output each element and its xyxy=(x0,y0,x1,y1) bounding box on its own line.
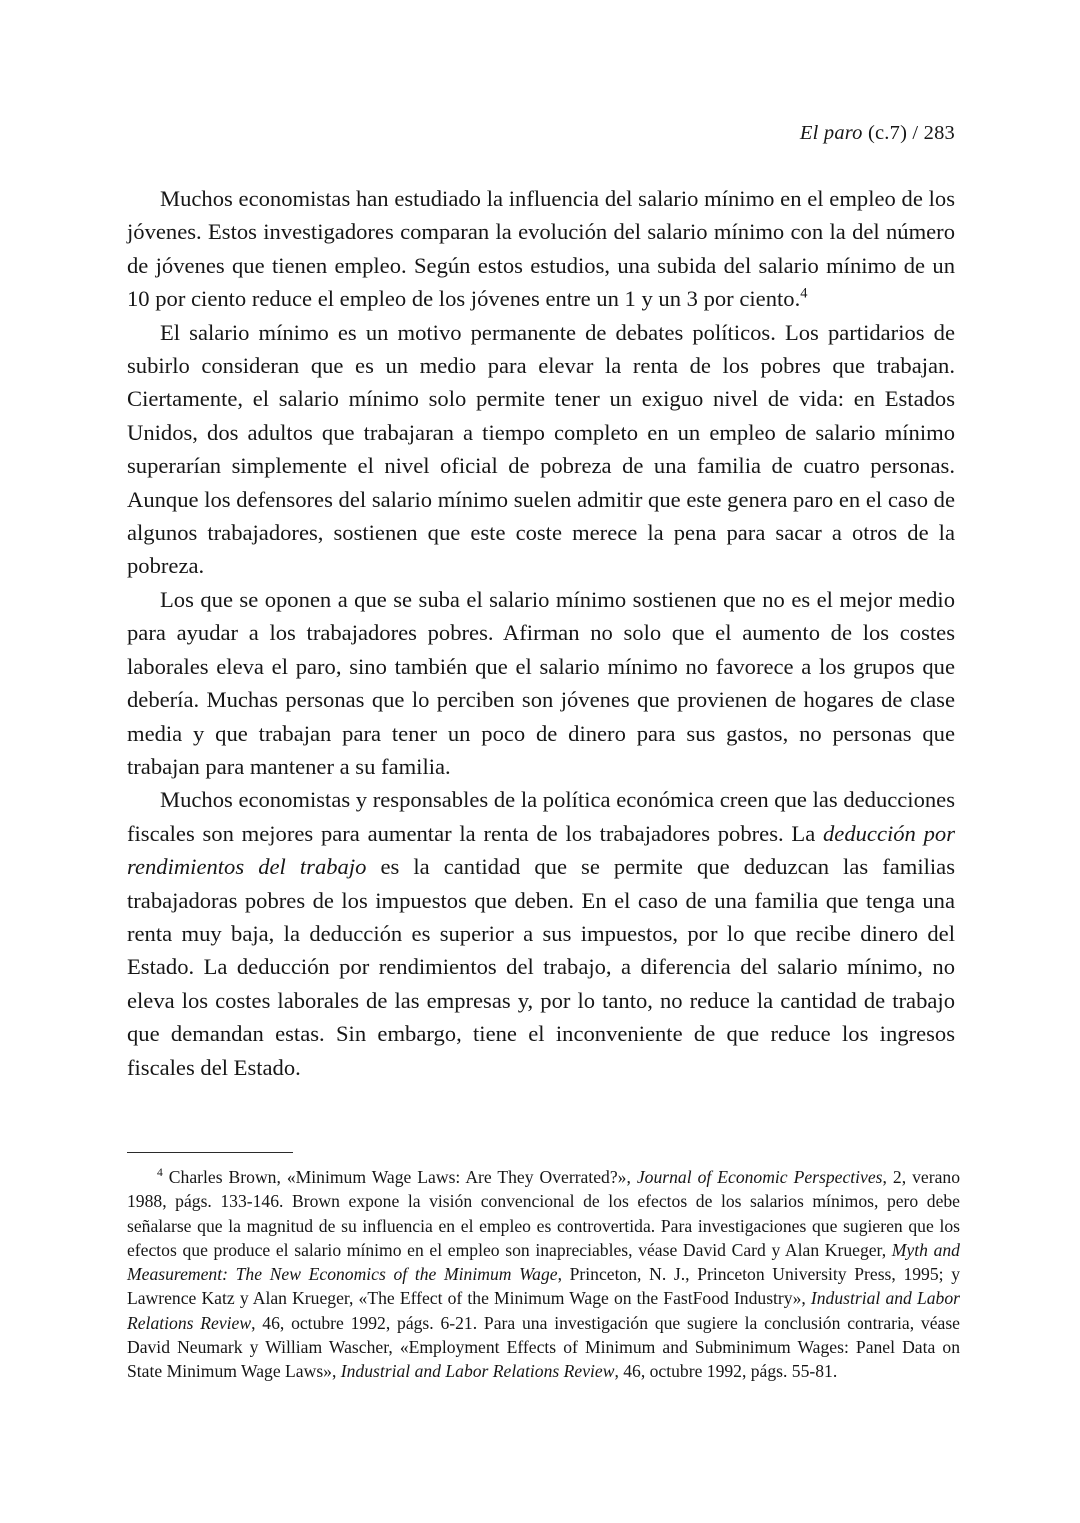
body-text-column xyxy=(127,182,955,1084)
paragraph-2 xyxy=(127,316,955,583)
paragraph-1-text: Muchos economistas han estudiado la influencia del salario mínimo en el empleo de los jóvenes. Estos investigadores comparan la evolución del salario mínimo con la del número de jóvenes que tienen empleo. Según estos estudios, una subida del salario mínimo de un 10 por ciento reduce el empleo de los jóvenes entre un 1 y un 3 por ciento. xyxy=(127,186,955,312)
paragraph-3-text: Los que se oponen a que se suba el salario mínimo sostienen que no es el mejor medio para ayudar a los trabajadores pobres. Afirman no solo que el aumento de los costes laborales eleva el paro, sino también que el salario mínimo no favorece a los grupos que debería. Muchas personas que lo perciben son jóvenes que provienen de hogares de clase media y que trabajan para tener un poco de dinero para sus gastos, no personas que trabajan para mantener a su familia. xyxy=(127,586,955,779)
running-head-separator: / xyxy=(907,122,924,144)
footnote-text-part-5: , 46, octubre 1992, págs. 55-81. xyxy=(614,1361,838,1382)
footnote-separator-rule xyxy=(127,1152,293,1153)
footnote-reference-4[interactable]: 4 xyxy=(800,285,808,302)
page-number: 283 xyxy=(923,122,955,144)
footnote-area xyxy=(127,1152,960,1384)
footnote-text-part-3: , Princeton, N. J., Princeton University Press, 1995; y Lawrence Katz y Alan Krueger, «The Effect of the Minimum Wage on the FastFood Industry», xyxy=(127,1264,960,1309)
paragraph-4 xyxy=(127,783,955,1084)
footnote-journal-title-2: Industrial and Labor Relations Review xyxy=(127,1288,960,1333)
running-head-title: El paro xyxy=(799,122,863,144)
footnote-4 xyxy=(127,1165,960,1384)
footnote-text-part-1: Charles Brown, «Minimum Wage Laws: Are They Overrated?», xyxy=(162,1167,637,1187)
paragraph-2-text: El salario mínimo es un motivo permanente de debates políticos. Los partidarios de subirlo consideran que es un medio para elevar la renta de los pobres que trabajan. Ciertamente, el salario mínimo solo permite tener un exiguo nivel de vida: en Estados Unidos, dos adultos que trabajaran a tiempo completo en un empleo de salario mínimo superarían simplemente el nivel oficial de pobreza de una familia de cuatro personas. Aunque los defensores del salario mínimo suelen admitir que este genera paro en el caso de algunos trabajadores, sostienen que este coste merece la pena para sacar a otros de la pobreza. xyxy=(127,319,955,579)
emphasized-term-deduccion: deducción por rendimientos del trabajo xyxy=(127,820,955,880)
paragraph-4-text-part-1: Muchos economistas y responsables de la política económica creen que las deducciones fiscales son mejores para aumentar la renta de los trabajadores pobres. La xyxy=(127,787,955,846)
paragraph-4-text-part-2: es la cantidad que se permite que deduzcan las familias trabajadoras pobres de los impuestos que deben. En el caso de una familia que tenga una renta muy baja, la deducción es superior a sus impuestos, por lo que recibe dinero del Estado. La deducción por rendimientos del trabajo, a diferencia del salario mínimo, no eleva los costes laborales de las empresas y, por lo tanto, no reduce la cantidad de trabajo que demandan estas. Sin embargo, tiene el inconveniente de que reduce los ingresos fiscales del Estado. xyxy=(127,854,956,1080)
paragraph-1 xyxy=(127,182,955,316)
footnote-text-part-4: , 46, octubre 1992, págs. 6-21. Para una investigación que sugiere la conclusión contraria, véase David Neumark y William Wascher, «Employment Effects of Minimum and Subminimum Wages: Panel Data on State Minimum Wage Laws», xyxy=(127,1312,960,1382)
paragraph-3 xyxy=(127,583,955,783)
running-head xyxy=(127,122,955,145)
footnote-book-title: Myth and Measurement: The New Economics of the Minimum Wage xyxy=(127,1239,960,1285)
footnote-journal-title-1: Journal of Economic Perspectives xyxy=(636,1167,883,1187)
running-head-chapter-ref: (c.7) xyxy=(862,122,908,144)
footnote-text-part-2: , 2, verano 1988, págs. 133-146. Brown expone la visión convencional de los efectos de los salarios mínimos, pero debe señalarse que la magnitud de su influencia en el empleo es controvertida. Para investigaciones que sugieren que los efectos que produce el salario mínimo en el empleo son inapreciables, véase David Card y Alan Krueger, xyxy=(127,1167,960,1260)
footnote-number: 4 xyxy=(157,1166,163,1180)
footnote-journal-title-3: Industrial and Labor Relations Review xyxy=(340,1361,615,1382)
